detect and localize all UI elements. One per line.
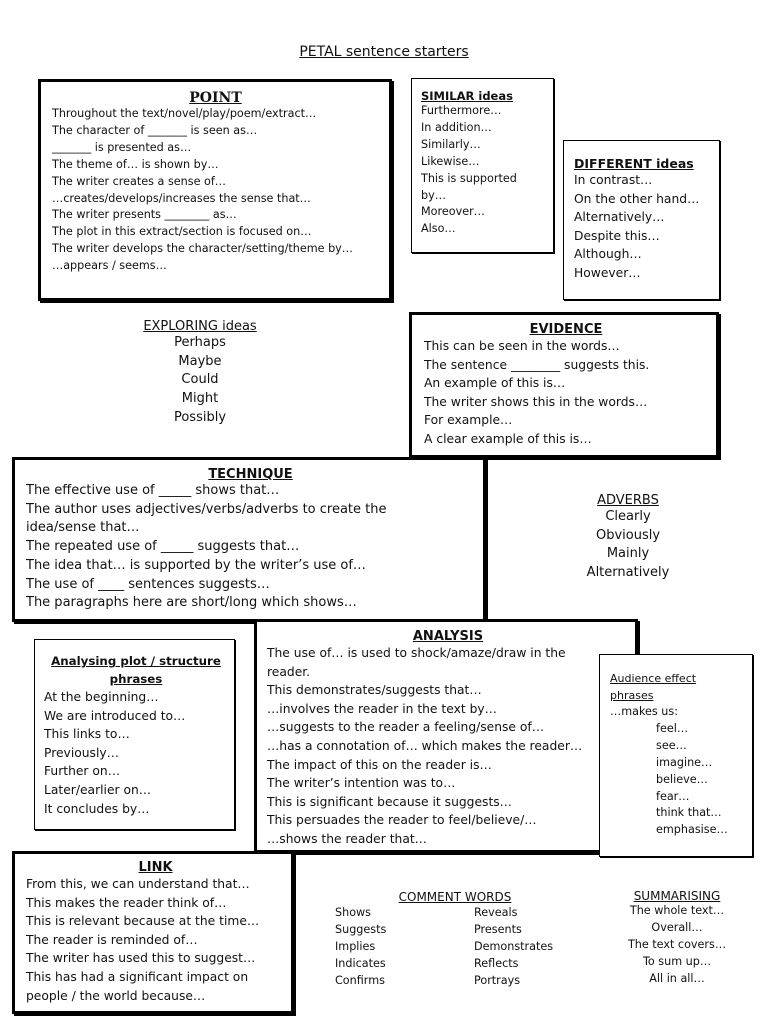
list-item: Presents (474, 922, 522, 936)
comment-heading: COMMENT WORDS (398, 890, 512, 904)
exploring-list (120, 334, 280, 428)
audience-list (610, 704, 748, 839)
technique-list (26, 482, 475, 613)
list-item: Later/earlier on… (44, 782, 152, 797)
list-item: Throughout the text/novel/play/poem/extract… (52, 107, 317, 120)
list-item: Moreover… (421, 205, 485, 219)
list-item: For example… (424, 413, 513, 428)
list-item: On the other hand… (574, 191, 700, 206)
list-item: The writer’s intention was to… (267, 776, 456, 791)
list-item: It concludes by… (44, 801, 150, 816)
list-item: Likewise… (421, 154, 480, 168)
plot-list (44, 688, 228, 818)
analysis-box (254, 619, 638, 853)
list-item: The writer develops the character/setting/theme by… (52, 242, 353, 256)
list-item: However… (574, 265, 641, 280)
list-item: …creates/develops/increases the sense that… (52, 191, 311, 205)
list-item: This demonstrates/suggests that… (267, 683, 482, 698)
list-item: …shows the reader that… (267, 831, 427, 846)
list-item: The repeated use of _____ suggests that… (26, 539, 300, 555)
list-item: Mainly (606, 546, 650, 562)
list-item: From this, we can understand that… (26, 877, 250, 891)
list-item: …involves the reader in the text by… (267, 701, 497, 716)
list-item: This links to… (44, 727, 130, 742)
list-item: Indicates (335, 956, 386, 970)
list-item: In addition… (421, 120, 492, 134)
similar-heading: SIMILAR ideas (421, 89, 513, 103)
list-item: Shows (335, 906, 372, 919)
list-item: Portrays (474, 973, 521, 987)
list-item: We are introduced to… (44, 708, 186, 723)
list-item: The character of _______ is seen as… (52, 123, 258, 137)
evidence-list (424, 337, 708, 449)
point-list (52, 106, 379, 275)
page-title: PETAL sentence starters (299, 44, 469, 60)
list-item: This persuades the reader to feel/believe/… (267, 813, 537, 828)
summarising-list (608, 903, 746, 988)
list-item: The writer presents ________ as… (52, 208, 237, 222)
list-item: emphasise… (656, 823, 728, 837)
plot-heading-line2: phrases (109, 672, 163, 686)
summarising-section (608, 889, 746, 988)
list-item: Clearly (605, 509, 651, 524)
audience-intro: …makes us: (610, 705, 678, 718)
list-item: believe… (656, 772, 708, 786)
plot-heading-line1: Analysing plot / structure (51, 654, 221, 668)
adverbs-section (558, 493, 698, 583)
list-item: …suggests to the reader a feeling/sense of… (267, 720, 545, 735)
different-box (563, 140, 720, 300)
list-item: The theme of… is shown by… (52, 157, 219, 171)
list-item: The effective use of _____ shows that… (26, 483, 280, 498)
list-item: Might (181, 391, 219, 407)
list-item: The use of ____ sentences suggests… (26, 576, 270, 592)
comment-words-section (335, 890, 595, 990)
link-heading: LINK (138, 860, 173, 875)
list-item: Confirms (335, 973, 385, 987)
similar-box (411, 78, 554, 253)
exploring-heading: EXPLORING ideas (143, 319, 257, 334)
adverbs-list (558, 508, 698, 583)
list-item: _______ is presented as… (52, 140, 192, 154)
list-item: think that… (656, 806, 722, 820)
point-heading: POINT (189, 90, 242, 106)
adverbs-heading: ADVERBS (597, 493, 659, 508)
list-item: Maybe (178, 353, 222, 369)
link-box (12, 851, 294, 1014)
list-item: An example of this is… (424, 376, 566, 391)
list-item: The text covers… (627, 937, 727, 951)
analysis-heading: ANALYSIS (412, 629, 484, 644)
list-item: This has had a significant impact on (26, 969, 249, 984)
list-item: Furthermore… (421, 104, 502, 117)
technique-heading: TECHNIQUE (208, 467, 293, 482)
plot-structure-box (34, 639, 235, 830)
list-item: Also… (421, 222, 456, 236)
list-item: The impact of this on the reader is… (267, 757, 492, 772)
list-item: This is significant because it suggests… (267, 794, 512, 809)
list-item: The writer creates a sense of… (52, 174, 226, 188)
comment-col-1 (335, 905, 474, 990)
list-item: In contrast… (574, 173, 653, 187)
list-item: Obviously (595, 527, 661, 543)
list-item: At the beginning… (44, 690, 159, 704)
audience-box (599, 654, 753, 857)
list-item: Alternatively… (574, 210, 665, 225)
list-item: The author uses adjectives/verbs/adverbs to create the (26, 501, 387, 517)
list-item: Demonstrates (474, 939, 554, 953)
different-list (574, 171, 713, 283)
audience-heading-line1: Audience effect (610, 672, 697, 685)
list-item: The paragraphs here are short/long which shows… (26, 595, 357, 611)
point-box (38, 79, 392, 301)
list-item: …has a connotation of… which makes the reader… (267, 738, 583, 753)
list-item: The whole text… (629, 904, 725, 917)
analysis-list (267, 644, 629, 849)
list-item: Could (181, 372, 219, 388)
list-item: see… (656, 738, 687, 752)
list-item: idea/sense that… (26, 520, 140, 536)
list-item: fear… (656, 789, 690, 803)
list-item: The reader is reminded of… (26, 932, 198, 947)
list-item: Reveals (474, 906, 518, 919)
list-item: …appears / seems… (52, 259, 167, 273)
list-item: This can be seen in the words… (424, 339, 620, 353)
exploring-section (120, 319, 280, 428)
list-item: A clear example of this is… (424, 431, 592, 446)
list-item: reader. (267, 664, 311, 679)
plot-heading (44, 652, 228, 688)
list-item: feel… (656, 721, 689, 735)
summarising-heading: SUMMARISING (633, 889, 721, 903)
comment-col-2 (474, 905, 553, 990)
technique-box (12, 457, 486, 622)
audience-heading-line2: phrases (610, 689, 654, 702)
list-item: Previously… (44, 745, 119, 760)
similar-list (421, 103, 545, 238)
list-item: This makes the reader think of… (26, 895, 227, 910)
evidence-heading: EVIDENCE (529, 322, 603, 337)
list-item: The writer shows this in the words… (424, 394, 648, 409)
list-item: To sum up… (642, 954, 712, 968)
list-item: All in all… (649, 971, 705, 985)
evidence-box (409, 312, 719, 458)
list-item: people / the world because… (26, 988, 206, 1003)
list-item: This is relevant because at the time… (26, 914, 260, 929)
list-item: The sentence ________ suggests this. (424, 357, 650, 372)
list-item: The writer has used this to suggest… (26, 951, 256, 966)
list-item: The plot in this extract/section is focused on… (52, 225, 312, 239)
audience-heading (610, 670, 748, 704)
list-item: Similarly… (421, 137, 481, 151)
list-item: Overall… (651, 920, 703, 934)
list-item: Possibly (173, 409, 227, 425)
link-list (26, 875, 285, 1005)
list-item: Although… (574, 247, 642, 262)
list-item: Alternatively (586, 565, 670, 581)
list-item: Suggests (335, 922, 387, 936)
list-item: Implies (335, 939, 376, 953)
different-heading: DIFFERENT ideas (574, 156, 694, 171)
list-item: Perhaps (174, 335, 226, 350)
list-item: The use of… is used to shock/amaze/draw in the (267, 646, 566, 660)
list-item: This is supported (421, 171, 517, 185)
list-item: Further on… (44, 764, 121, 779)
list-item: Reflects (474, 956, 519, 970)
list-item: by… (421, 188, 446, 202)
list-item: The idea that… is supported by the writer’s use of… (26, 557, 366, 573)
list-item: imagine… (656, 755, 713, 769)
list-item: Despite this… (574, 228, 660, 243)
